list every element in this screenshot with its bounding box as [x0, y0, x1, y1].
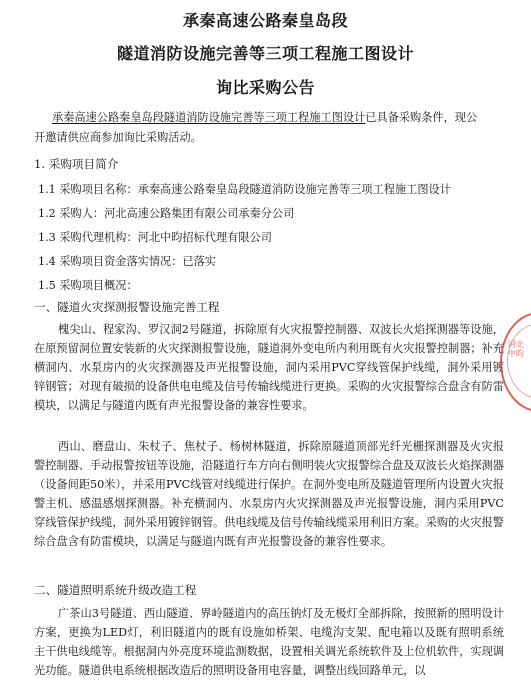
company-seal-text: 河北中昀 [508, 340, 524, 358]
item-1-1: 1.1 采购项目名称：承秦高速公路秦皇岛段隧道消防设施完善等三项工程施工图设计 [38, 183, 451, 196]
part-one-heading: 一、隧道火灾探测报警设施完善工程 [34, 300, 220, 314]
item-1-2: 1.2 采购人：河北高速公路集团有限公司承秦分公司 [38, 207, 295, 220]
document-title-line3: 询比采购公告 [215, 78, 315, 97]
section-1-heading: 1. 采购项目简介 [34, 157, 119, 171]
document-title-line1: 承秦高速公路秦皇岛段 [182, 11, 348, 30]
document-title-line2: 隧道消防设施完善等三项工程施工图设计 [116, 44, 414, 63]
item-1-4: 1.4 采购项目资金落实情况：已落实 [38, 255, 216, 268]
item-1-5: 1.5 采购项目概况： [38, 279, 138, 292]
intro-project-name: 承秦高速公路秦皇岛段隧道消防设施完善等三项工程施工图设计 [52, 111, 366, 124]
intro-rest: 已具备采购条件，现公 [365, 111, 478, 124]
item-1-3: 1.3 采购代理机构：河北中昀招标代理有限公司 [38, 231, 272, 244]
part-one-paragraph-2: 西山、磨盘山、朱杖子、焦杖子、杨树林隧道，拆除原隧道顶部光纤光栅探测器及火灾报警控制器、手动报警按钮等设施，沿隧道行车方向右侧明装火灾报警综合盘及双波长火焰探测器（设备间距50米），并采用PVC线管对线缆进行保护。在洞外变电所及隧道管理所内设置火灾报警主机、感温感烟探测器。补充横洞内、水泵房内火灾探测器及声光报警设施，洞内采用PVC穿线管保护线缆，洞外采用镀锌钢管。供电线缆及信号传输线缆采用利旧方案。采购的火灾报警综合盘含有防雷模块，以满足与隧道内既有声光报警设备的兼容性要求。 [34, 440, 504, 548]
intro-line-2: 开邀请供应商参加询比采购活动。 [34, 131, 202, 144]
part-two-heading: 二、隧道照明系统升级改造工程 [34, 583, 197, 597]
intro-line-1 [34, 108, 477, 127]
part-two-paragraph-1: 广茶山3号隧道、西山隧道、界岭隧道内的高压钠灯及无极灯全部拆除，按照新的照明设计方案，更换为LED灯，利旧隧道内的既有设施如桥架、电缆沟支架、配电箱以及既有照明系统主干供电线缆等。根据洞内外亮度环境监测数据，设置相关调光系统软件及上位机软件，实现调光功能。隧道供电系统根据改造后的照明设备用电容量，调整出线回路单元，以 [34, 607, 504, 677]
part-one-paragraph-1: 槐尖山、程家沟、罗汉洞2号隧道，拆除原有火灾报警控制器、双波长火焰探测器等设施，在原预留洞位置安装新的火灾探测报警设施，隧道洞外变电所内利用既有火灾报警控制器；补充横洞内、水泵房内的火灾探测器及声光报警设施，洞内采用PVC穿线管保护线缆，洞外采用镀锌钢管；对现有破损的设备供电电缆及信号传输线缆进行更换。采购的火灾报警综合盘含有防雷模块，以满足与隧道内既有声光报警设备的兼容性要求。 [34, 323, 504, 412]
